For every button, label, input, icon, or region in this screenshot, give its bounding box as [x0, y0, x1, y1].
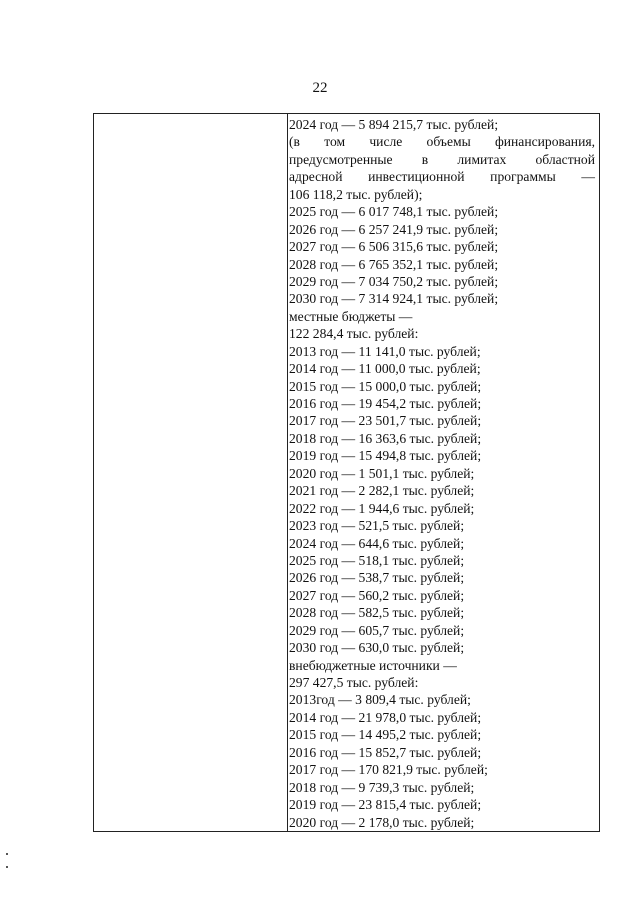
funding-line: 2024 год — 644,6 тыс. рублей; — [289, 535, 465, 551]
funding-line: внебюджетные источники — — [289, 657, 457, 673]
funding-line: 2022 год — 1 944,6 тыс. рублей; — [289, 500, 475, 516]
funding-line: 122 284,4 тыс. рублей: — [289, 326, 419, 342]
funding-line: 106 118,2 тыс. рублей); — [289, 186, 423, 202]
column-divider — [287, 114, 288, 831]
funding-line: 2028 год — 582,5 тыс. рублей; — [289, 605, 465, 621]
funding-line: 2019 год — 15 494,8 тыс. рублей; — [289, 448, 482, 464]
funding-line: 297 427,5 тыс. рублей: — [289, 675, 419, 690]
funding-line: 2020 год — 2 178,0 тыс. рублей; — [289, 814, 475, 830]
funding-details-cell — [289, 116, 595, 831]
funding-line: 2026 год — 538,7 тыс. рублей; — [289, 570, 465, 586]
funding-line: 2019 год — 23 815,4 тыс. рублей; — [289, 797, 482, 813]
page-number: 22 — [312, 80, 328, 96]
scan-artifact — [6, 866, 8, 868]
funding-line: 2025 год — 518,1 тыс. рублей; — [289, 552, 465, 568]
funding-line: 2013год — 3 809,4 тыс. рублей; — [289, 692, 471, 708]
funding-line: 2017 год — 23 501,7 тыс. рублей; — [289, 413, 482, 429]
funding-line: 2016 год — 15 852,7 тыс. рублей; — [289, 744, 482, 760]
funding-line: (в том числе объемы финансирования, — [289, 134, 595, 150]
funding-line: 2029 год — 605,7 тыс. рублей; — [289, 622, 465, 638]
funding-line: 2028 год — 6 765 352,1 тыс. рублей; — [289, 256, 499, 272]
funding-line: 2017 год — 170 821,9 тыс. рублей; — [289, 762, 488, 778]
funding-line: 2025 год — 6 017 748,1 тыс. рублей; — [289, 204, 499, 220]
funding-line: 2029 год — 7 034 750,2 тыс. рублей; — [289, 273, 499, 289]
funding-line: 2020 год — 1 501,1 тыс. рублей; — [289, 465, 475, 481]
funding-line: 2018 год — 16 363,6 тыс. рублей; — [289, 430, 482, 446]
funding-line: 2014 год — 21 978,0 тыс. рублей; — [289, 709, 482, 725]
funding-line: предусмотренные в лимитах областной — [289, 151, 595, 167]
funding-line: 2015 год — 15 000,0 тыс. рублей; — [289, 378, 482, 394]
funding-line: 2016 год — 19 454,2 тыс. рублей; — [289, 396, 482, 411]
funding-line: местные бюджеты — — [289, 308, 413, 324]
funding-line: адресной инвестиционной программы — — [289, 169, 595, 185]
scan-artifact — [6, 853, 8, 855]
funding-line: 2024 год — 5 894 215,7 тыс. рублей; — [289, 117, 499, 132]
funding-line: 2014 год — 11 000,0 тыс. рублей; — [289, 361, 481, 377]
funding-line: 2030 год — 7 314 924,1 тыс. рублей; — [289, 291, 499, 307]
funding-line: 2026 год — 6 257 241,9 тыс. рублей; — [289, 221, 499, 237]
funding-line: 2027 год — 6 506 315,6 тыс. рублей; — [289, 239, 499, 255]
funding-line: 2023 год — 521,5 тыс. рублей; — [289, 518, 465, 534]
funding-line: 2013 год — 11 141,0 тыс. рублей; — [289, 343, 481, 359]
funding-table — [93, 113, 600, 832]
funding-line: 2015 год — 14 495,2 тыс. рублей; — [289, 727, 482, 743]
funding-line: 2027 год — 560,2 тыс. рублей; — [289, 587, 465, 603]
funding-line: 2030 год — 630,0 тыс. рублей; — [289, 640, 465, 656]
funding-line: 2018 год — 9 739,3 тыс. рублей; — [289, 779, 475, 795]
funding-line: 2021 год — 2 282,1 тыс. рублей; — [289, 483, 475, 499]
